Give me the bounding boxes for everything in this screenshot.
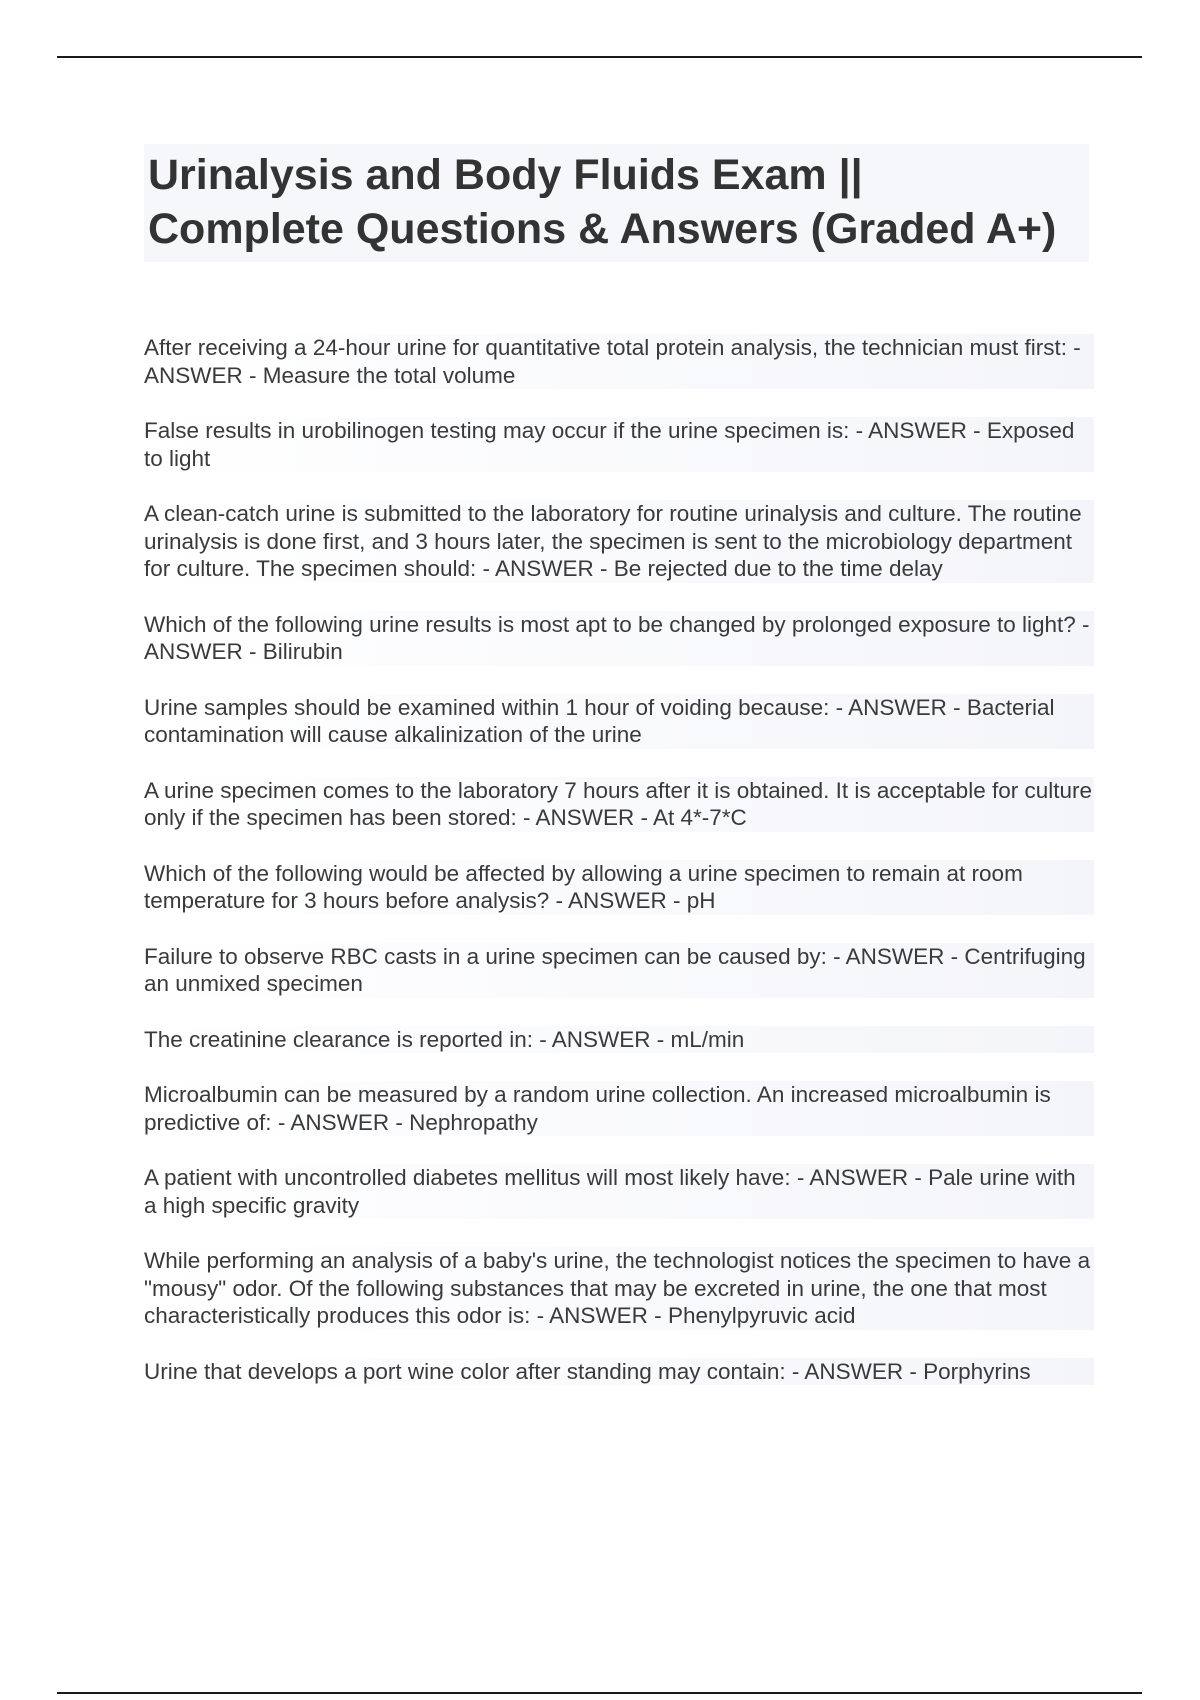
qa-item [144,1081,1094,1136]
qa-item [144,1164,1094,1219]
answer-separator: - ANSWER - [829,694,967,720]
answer-text: mL/min [670,1026,745,1052]
answer-separator: - ANSWER - [271,1109,410,1135]
answer-text: Bilirubin [262,639,343,664]
question-text: A urine specimen comes to the laboratory 7 hours after it is obtained. It is acceptable for culture only if the specimen has been stored: [144,777,1092,830]
answer-separator: - ANSWER - [785,1358,924,1384]
title-line-1: Urinalysis and Body Fluids Exam || [148,151,863,199]
qa-item [144,500,1094,583]
question-text: Which of the following urine results is most apt to be changed by prolonged exposure to light? [144,611,1076,637]
qa-item [144,334,1094,389]
answer-separator: - ANSWER - [530,1303,668,1328]
answer-separator: - ANSWER - [826,943,965,969]
question-text: False results in urobilinogen testing may occur if the urine specimen is: [144,418,850,443]
answer-separator: - ANSWER - [144,611,1090,664]
answer-text: Centrifuging an unmixed specimen [144,943,1086,996]
answer-text: Nephropathy [409,1109,538,1135]
answer-text: Measure the total volume [262,362,516,388]
answer-text: Be rejected due to the time delay [613,556,943,581]
answer-separator: - ANSWER - [532,1026,671,1052]
answer-text: Exposed to light [144,418,1075,471]
question-text: After receiving a 24-hour urine for quantitative total protein analysis, the technician must first: [144,335,1067,360]
question-text: Urine samples should be examined within 1 hour of voiding because: [144,694,830,720]
qa-list [144,334,1094,1413]
answer-text: Pale urine with a high specific gravity [144,1165,1076,1218]
top-rule [57,56,1142,58]
qa-item [144,1247,1094,1330]
title-line-2: Complete Questions & Answers (Graded A+) [148,205,1057,253]
question-text: A clean-catch urine is submitted to the laboratory for routine urinalysis and culture. The routine urinalysis is done first, and 3 hours later, the specimen is sent to the microbiology department for culture. The specimen should: [144,501,1082,581]
qa-item [144,777,1094,832]
answer-text: Bacterial contamination will cause alkalinization of the urine [144,694,1055,747]
answer-text: pH [686,888,716,913]
answer-text: Phenylpyruvic acid [667,1303,856,1328]
answer-separator: - ANSWER - [476,556,614,581]
question-text: Urine that develops a port wine color after standing may contain: [144,1358,786,1384]
answer-text: Porphyrins [923,1358,1031,1384]
answer-separator: - ANSWER - [516,805,653,830]
qa-item [144,611,1094,666]
qa-item [144,860,1094,915]
question-text: While performing an analysis of a baby's urine, the technologist notices the specimen to have a "mousy" odor. Of the following substances that may be excreted in urine, the one that most characteristically produces this odor is: [144,1248,1091,1328]
question-text: Failure to observe RBC casts in a urine specimen can be caused by: [144,943,827,969]
qa-item [144,1358,1094,1386]
answer-text: At 4*-7*C [653,805,747,830]
answer-separator: - ANSWER - [549,888,687,913]
question-text: A patient with uncontrolled diabetes mellitus will most likely have: [144,1165,791,1190]
answer-separator: - ANSWER - [144,335,1081,388]
answer-separator: - ANSWER - [849,418,987,443]
answer-separator: - ANSWER - [790,1165,929,1190]
qa-item [144,1026,1094,1054]
qa-item [144,943,1094,998]
question-text: Which of the following would be affected by allowing a urine specimen to remain at room temperature for 3 hours before analysis? [144,860,1023,913]
bottom-rule [57,1692,1142,1694]
qa-item [144,694,1094,749]
question-text: Microalbumin can be measured by a random urine collection. An increased microalbumin is predictive of: [144,1082,1051,1135]
question-text: The creatinine clearance is reported in: [144,1026,533,1052]
document-title [144,144,1089,262]
qa-item [144,417,1094,472]
